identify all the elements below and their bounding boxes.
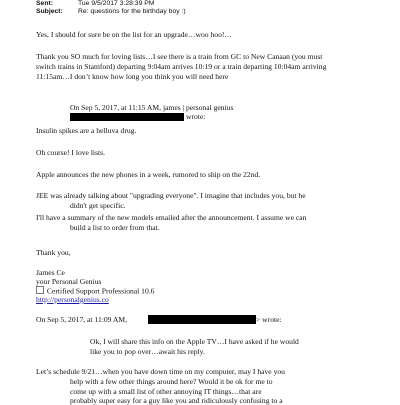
quote-line-summary-2: build a list to order from that. <box>70 223 160 232</box>
subject-row <box>36 8 186 16</box>
signature-cert-text: Certified Support Professional 10.6 <box>45 286 155 296</box>
quote-line-apple: Apple announces the new phones in a week, rumored to ship on the 22nd. <box>36 170 261 179</box>
quote-line-jee-1: JEE was already talking about "upgrading everyone". I imagine that includes you, but he <box>36 191 306 200</box>
sent-row <box>36 0 154 8</box>
subject-value: Re: questions for the birthday boy :) <box>78 8 186 15</box>
sent-label: Sent: <box>36 0 53 7</box>
subject-label: Subject: <box>36 8 63 15</box>
quote-1-header: On Sep 5, 2017, at 11:15 AM, james | personal genius <box>70 103 234 112</box>
redaction-bar <box>70 113 184 121</box>
quote-line-appletv-1: Ok, I will share this info on the Apple TV…I have asked if he would <box>90 337 299 346</box>
thanks-line: Thank you, <box>36 248 71 257</box>
reply-paragraph-2-line-2: switch trains in Stamford) departing 9:04am arrives 10:19 or a train departing 10:04am arriving <box>36 62 327 71</box>
signature-link[interactable]: http://personalgenius.co <box>36 295 109 304</box>
quote-2-wrote: > wrote: <box>256 315 282 324</box>
reply-paragraph-2-line-3: 11:15am…I don’t know how long you think you will need here <box>36 72 229 81</box>
quote-1-wrote: wrote: <box>186 112 206 121</box>
reply-paragraph-1: Yes, I should for sure be on the list for an upgrade…woo hoo!… <box>36 30 233 39</box>
signature-name: James Ce <box>36 268 65 277</box>
quote-line-schedule-2: help with a few other things around here? Would it be ok for me to <box>70 377 273 386</box>
quote-line-schedule-4: probably super easy for a guy like you and ridiculously confusing to a <box>70 396 283 405</box>
quote-line-schedule-3: come up with a small list of other annoying IT things…that are <box>70 387 262 396</box>
quote-line-summary-1: I'll have a summary of the new models emailed after the announcement. I assume we can <box>36 213 307 222</box>
redaction-bar <box>148 315 256 324</box>
quote-line-insulin: Insulin spikes are a helluva drug. <box>36 126 137 135</box>
sent-value: Tue 9/5/2017 3:28:39 PM <box>78 0 155 7</box>
quote-line-jee-2: didn't get specific. <box>70 201 126 210</box>
apple-logo-icon <box>36 286 44 294</box>
quote-2-header: On Sep 5, 2017, at 11:09 AM, <box>36 315 128 324</box>
quote-line-lists: Oh course! I love lists. <box>36 148 105 157</box>
reply-paragraph-2-line-1: Thank you SO much for loving lists…I see there is a train from GC to New Canaan (you must <box>36 52 323 61</box>
quote-line-appletv-2: like you to pop over…await his reply. <box>90 347 205 356</box>
quote-line-schedule-1: Let’s schedule 9/21…when you have down time on my computer, may I have you <box>36 367 285 376</box>
signature-title: your Personal Genius <box>36 277 102 286</box>
